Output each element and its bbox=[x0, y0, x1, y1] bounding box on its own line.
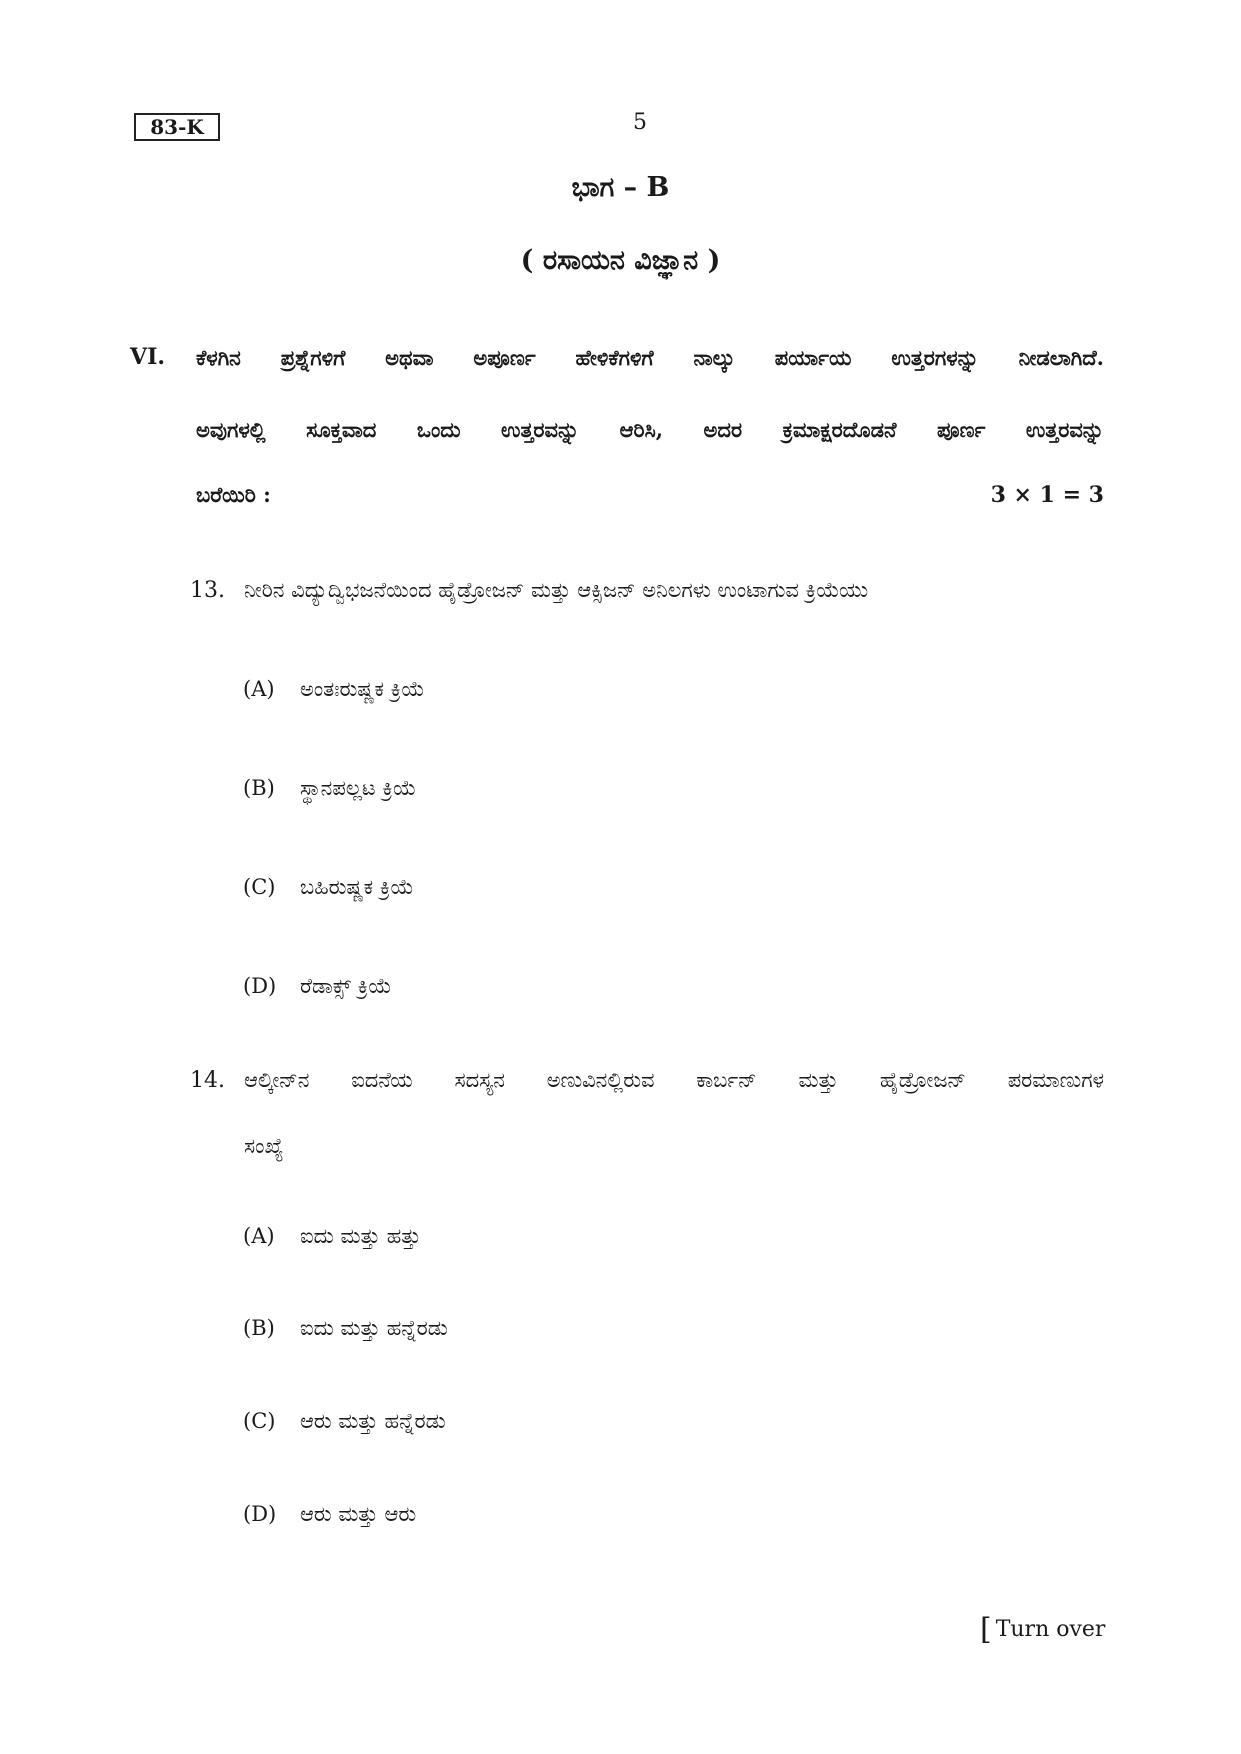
section-instruction-line: ಕೆಳಗಿನ ಪ್ರಶ್ನೆಗಳಿಗೆ ಅಥವಾ ಅಪೂರ್ಣ ಹೇಳಿಕೆಗಳಿಗೆ ನಾಲ್ಕು ಪರ್ಯಾಯ ಉತ್ತರಗಳನ್ನು ನೀಡಲಾಗಿದೆ. bbox=[196, 345, 1104, 370]
part-title: ಭಾಗ – B bbox=[571, 172, 670, 203]
footer-text: Turn over bbox=[995, 1617, 1106, 1642]
option-letter: (B) bbox=[243, 776, 275, 800]
option-letter: (C) bbox=[243, 1409, 276, 1433]
option-letter: (D) bbox=[243, 1502, 277, 1526]
section-number: VI. bbox=[130, 344, 166, 370]
section-instruction-line: ಬರೆಯಿರಿ : bbox=[196, 482, 271, 507]
page-number: 5 bbox=[633, 110, 647, 135]
marks-scheme: 3 × 1 = 3 bbox=[990, 482, 1104, 508]
paper-code-box: 83-K bbox=[134, 113, 220, 141]
option-text: ರೆಡಾಕ್ಸ್ ಕ್ರಿಯೆ bbox=[300, 974, 392, 998]
option-letter: (D) bbox=[243, 974, 277, 998]
option-letter: (A) bbox=[243, 1224, 275, 1248]
option-text: ಆರು ಮತ್ತು ಹನ್ನೆರಡು bbox=[300, 1409, 446, 1433]
question-text: ಸಂಖ್ಯೆ bbox=[244, 1134, 284, 1158]
section-instruction-line: ಅವುಗಳಲ್ಲಿ ಸೂಕ್ತವಾದ ಒಂದು ಉತ್ತರವನ್ನು ಆರಿಸಿ, ಅದರ ಕ್ರಮಾಕ್ಷರದೊಡನೆ ಪೂರ್ಣ ಉತ್ತರವನ್ನು bbox=[196, 417, 1104, 442]
option-text: ಅಂತಃರುಷ್ಣಕ ಕ್ರಿಯೆ bbox=[300, 677, 425, 701]
turn-over-note bbox=[980, 1612, 1105, 1647]
question-number: 13. bbox=[190, 578, 225, 603]
option-text: ಐದು ಮತ್ತು ಹತ್ತು bbox=[300, 1224, 421, 1248]
question-text: ನೀರಿನ ವಿದ್ಯುದ್ವಿಭಜನೆಯಿಂದ ಹೈಡ್ರೋಜನ್ ಮತ್ತು ಆಕ್ಸಿಜನ್ ಅನಿಲಗಳು ಉಂಟಾಗುವ ಕ್ರಿಯೆಯು bbox=[244, 578, 869, 602]
option-text: ಬಹಿರುಷ್ಣಕ ಕ್ರಿಯೆ bbox=[300, 875, 414, 899]
option-text: ಆರು ಮತ್ತು ಆರು bbox=[300, 1502, 417, 1526]
subject-title: ( ರಸಾಯನ ವಿಜ್ಞಾನ ) bbox=[520, 245, 721, 276]
option-letter: (B) bbox=[243, 1316, 275, 1340]
footer-bracket: [ bbox=[980, 1612, 992, 1647]
option-letter: (A) bbox=[243, 677, 275, 701]
question-text: ಆಲ್ಕೀನ್‌ನ ಐದನೆಯ ಸದಸ್ಯನ ಅಣುವಿನಲ್ಲಿರುವ ಕಾರ್ಬನ್ ಮತ್ತು ಹೈಡ್ರೋಜನ್ ಪರಮಾಣುಗಳ bbox=[244, 1068, 1104, 1092]
option-letter: (C) bbox=[243, 875, 276, 899]
option-text: ಐದು ಮತ್ತು ಹನ್ನೆರಡು bbox=[300, 1316, 448, 1340]
question-number: 14. bbox=[190, 1068, 225, 1093]
option-text: ಸ್ಥಾನಪಲ್ಲಟ ಕ್ರಿಯೆ bbox=[300, 776, 417, 800]
